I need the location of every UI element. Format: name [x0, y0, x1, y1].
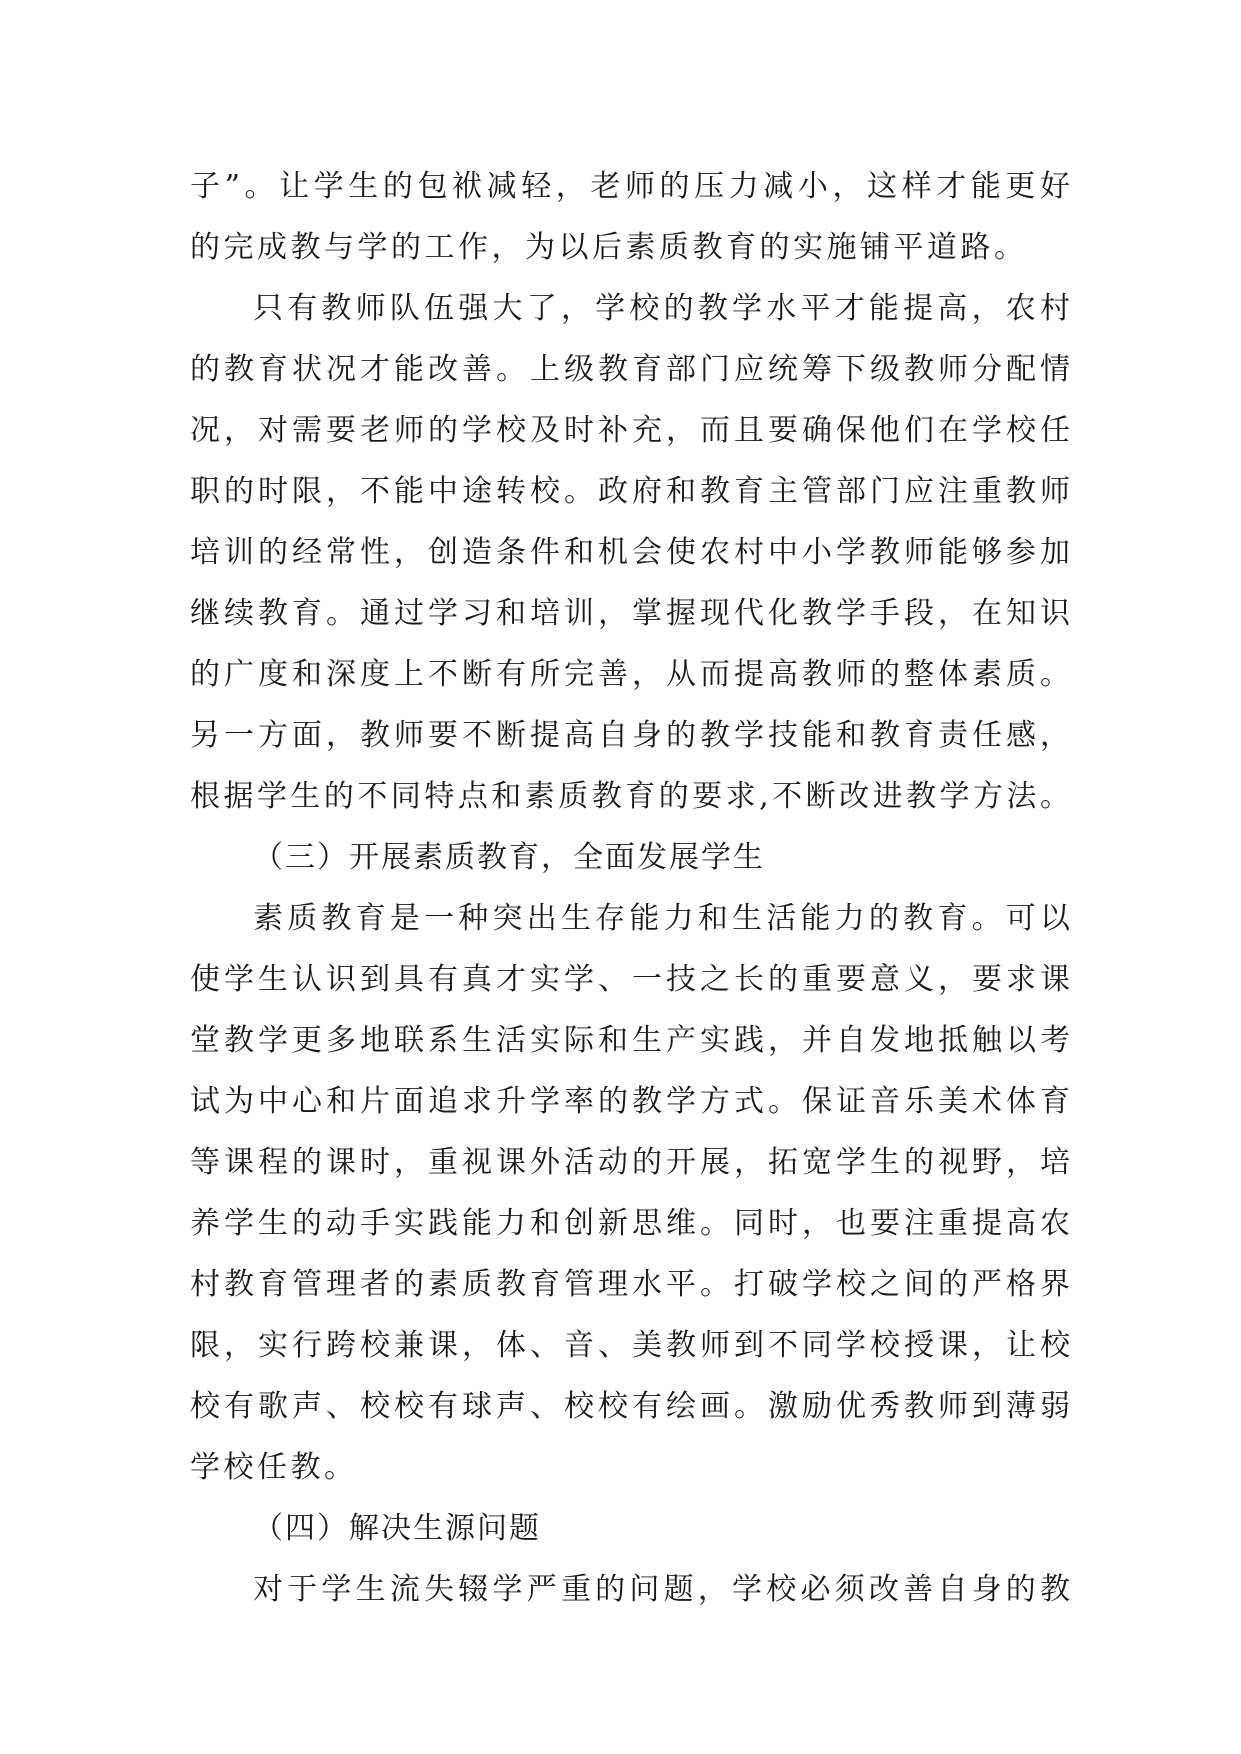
- text-line: 对于学生流失辍学严重的问题，学校必须改善自身的教: [253, 1572, 1070, 1607]
- text-line: 况，对需要老师的学校及时补充，而且要确保他们在学校任: [190, 413, 1070, 448]
- section-heading: （四）解决生源问题: [253, 1511, 541, 1546]
- text-line: 的教育状况才能改善。上级教育部门应统筹下级教师分配情: [190, 352, 1070, 387]
- text-line: 学校任教。: [190, 1450, 358, 1485]
- text-line: 根据学生的不同特点和素质教育的要求,不断改进教学方法。: [190, 779, 1070, 814]
- text-line: 等课程的课时，重视课外活动的开展，拓宽学生的视野，培: [190, 1145, 1070, 1180]
- text-line: 的广度和深度上不断有所完善，从而提高教师的整体素质。: [190, 657, 1070, 692]
- text-line: 试为中心和片面追求升学率的教学方式。保证音乐美术体育: [190, 1084, 1070, 1119]
- text-line: 职的时限，不能中途转校。政府和教育主管部门应注重教师: [190, 474, 1070, 509]
- text-line: 村教育管理者的素质教育管理水平。打破学校之间的严格界: [190, 1267, 1070, 1302]
- text-line: 限，实行跨校兼课，体、音、美教师到不同学校授课，让校: [190, 1328, 1070, 1363]
- text-line: 校有歌声、校校有球声、校校有绘画。激励优秀教师到薄弱: [190, 1389, 1070, 1424]
- text-line: 堂教学更多地联系生活实际和生产实践，并自发地抵触以考: [190, 1023, 1070, 1058]
- text-line: 的完成教与学的工作，为以后素质教育的实施铺平道路。: [190, 230, 1028, 265]
- text-line: 子”。让学生的包袱减轻，老师的压力减小，这样才能更好: [190, 169, 1070, 204]
- section-heading: （三）开展素质教育，全面发展学生: [253, 840, 765, 875]
- text-line: 素质教育是一种突出生存能力和生活能力的教育。可以: [253, 901, 1070, 936]
- text-line: 继续教育。通过学习和培训，掌握现代化教学手段，在知识: [190, 596, 1070, 631]
- text-line: 培训的经常性，创造条件和机会使农村中小学教师能够参加: [190, 535, 1070, 570]
- text-line: 只有教师队伍强大了，学校的教学水平才能提高，农村: [253, 291, 1070, 326]
- text-line: 养学生的动手实践能力和创新思维。同时，也要注重提高农: [190, 1206, 1070, 1241]
- text-line: 使学生认识到具有真才实学、一技之长的重要意义，要求课: [190, 962, 1070, 997]
- body-text: [190, 156, 1070, 1620]
- text-line: 另一方面，教师要不断提高自身的教学技能和教育责任感，: [190, 718, 1070, 753]
